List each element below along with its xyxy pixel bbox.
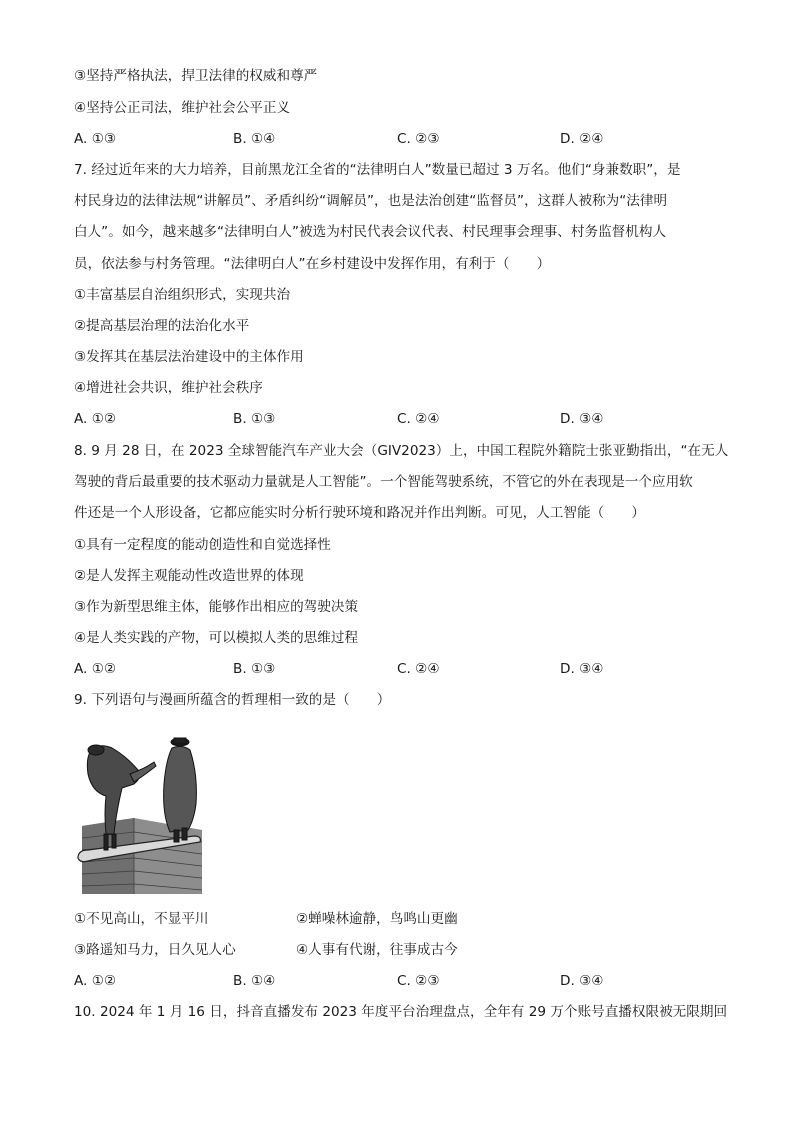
q9-statement-1: ①不见高山，不显平川 [74, 911, 209, 927]
q6-option-d: D. ②④ [560, 131, 604, 147]
q8-stem-line-3: 件还是一个人形设备，它都应能实时分析行驶环境和路况并作出判断。可见，人工智能（ ） [74, 505, 645, 521]
q7-option-d: D. ③④ [560, 411, 604, 427]
q7-statement-2: ②提高基层治理的法治化水平 [74, 318, 250, 334]
q7-option-c: C. ②④ [397, 411, 440, 427]
q7-stem-line-4: 员，依法参与村务管理。“法律明白人”在乡村建设中发挥作用，有利于（ ） [74, 256, 551, 272]
q7-statement-3: ③发挥其在基层法治建设中的主体作用 [74, 349, 304, 365]
q6-option-c: C. ②③ [397, 131, 440, 147]
q9-cartoon-image [76, 734, 202, 894]
q8-statement-2: ②是人发挥主观能动性改造世界的体现 [74, 568, 304, 584]
standing-figure [164, 738, 197, 842]
q9-statement-4: ④人事有代谢，往事成古今 [296, 942, 458, 958]
q6-statement-3: ③坚持严格执法，捍卫法律的权威和尊严 [74, 68, 318, 84]
q9-option-d: D. ③④ [560, 973, 604, 989]
q6-option-b: B. ①④ [233, 131, 276, 147]
q7-option-a: A. ①② [74, 411, 117, 427]
q9-statement-2: ②蝉噪林逾静，鸟鸣山更幽 [296, 911, 458, 927]
q9-stem: 9. 下列语句与漫画所蕴含的哲理相一致的是（ ） [74, 692, 391, 708]
q7-stem-line-1: 7. 经过近年来的大力培养，目前黑龙江全省的“法律明白人”数量已超过 3 万名。他们“身兼数职”，是 [74, 162, 681, 178]
q7-option-b: B. ①③ [233, 411, 276, 427]
q7-statement-4: ④增进社会共识，维护社会秩序 [74, 380, 263, 396]
q9-option-b: B. ①④ [233, 973, 276, 989]
q7-statement-1: ①丰富基层自治组织形式，实现共治 [74, 287, 291, 303]
q9-option-c: C. ②③ [397, 973, 440, 989]
q7-stem-line-2: 村民身边的法律法规“讲解员”、矛盾纠纷“调解员”，也是法治创建“监督员”，这群人被称为“法律明 [74, 193, 668, 209]
q9-option-a: A. ①② [74, 973, 117, 989]
q6-statement-4: ④坚持公正司法，维护社会公平正义 [74, 100, 291, 116]
q8-statement-1: ①具有一定程度的能动创造性和自觉选择性 [74, 537, 331, 553]
q7-stem-line-3: 白人”。如今，越来越多“法律明白人”被选为村民代表会议代表、村民理事会理事、村务监督机构人 [74, 224, 667, 240]
q9-statement-3: ③路遥知马力，日久见人心 [74, 942, 236, 958]
q8-statement-3: ③作为新型思维主体，能够作出相应的驾驶决策 [74, 599, 359, 615]
q8-option-d: D. ③④ [560, 661, 604, 677]
q6-option-a: A. ①③ [74, 131, 117, 147]
q10-stem-line-1: 10. 2024 年 1 月 16 日，抖音直播发布 2023 年度平台治理盘点，全年有 29 万个账号直播权限被无限期回 [74, 1004, 728, 1020]
q8-statement-4: ④是人类实践的产物，可以模拟人类的思维过程 [74, 630, 359, 646]
q8-option-b: B. ①③ [233, 661, 276, 677]
q8-option-a: A. ①② [74, 661, 117, 677]
q8-stem-line-2: 驾驶的背后最重要的技术驱动力量就是人工智能”。一个智能驾驶系统，不管它的外在表现是一个应用软 [74, 474, 693, 490]
q8-option-c: C. ②④ [397, 661, 440, 677]
q8-stem-line-1: 8. 9 月 28 日，在 2023 全球智能汽车产业大会（GIV2023）上，中国工程院外籍院士张亚勤指出，“在无人 [74, 443, 729, 459]
